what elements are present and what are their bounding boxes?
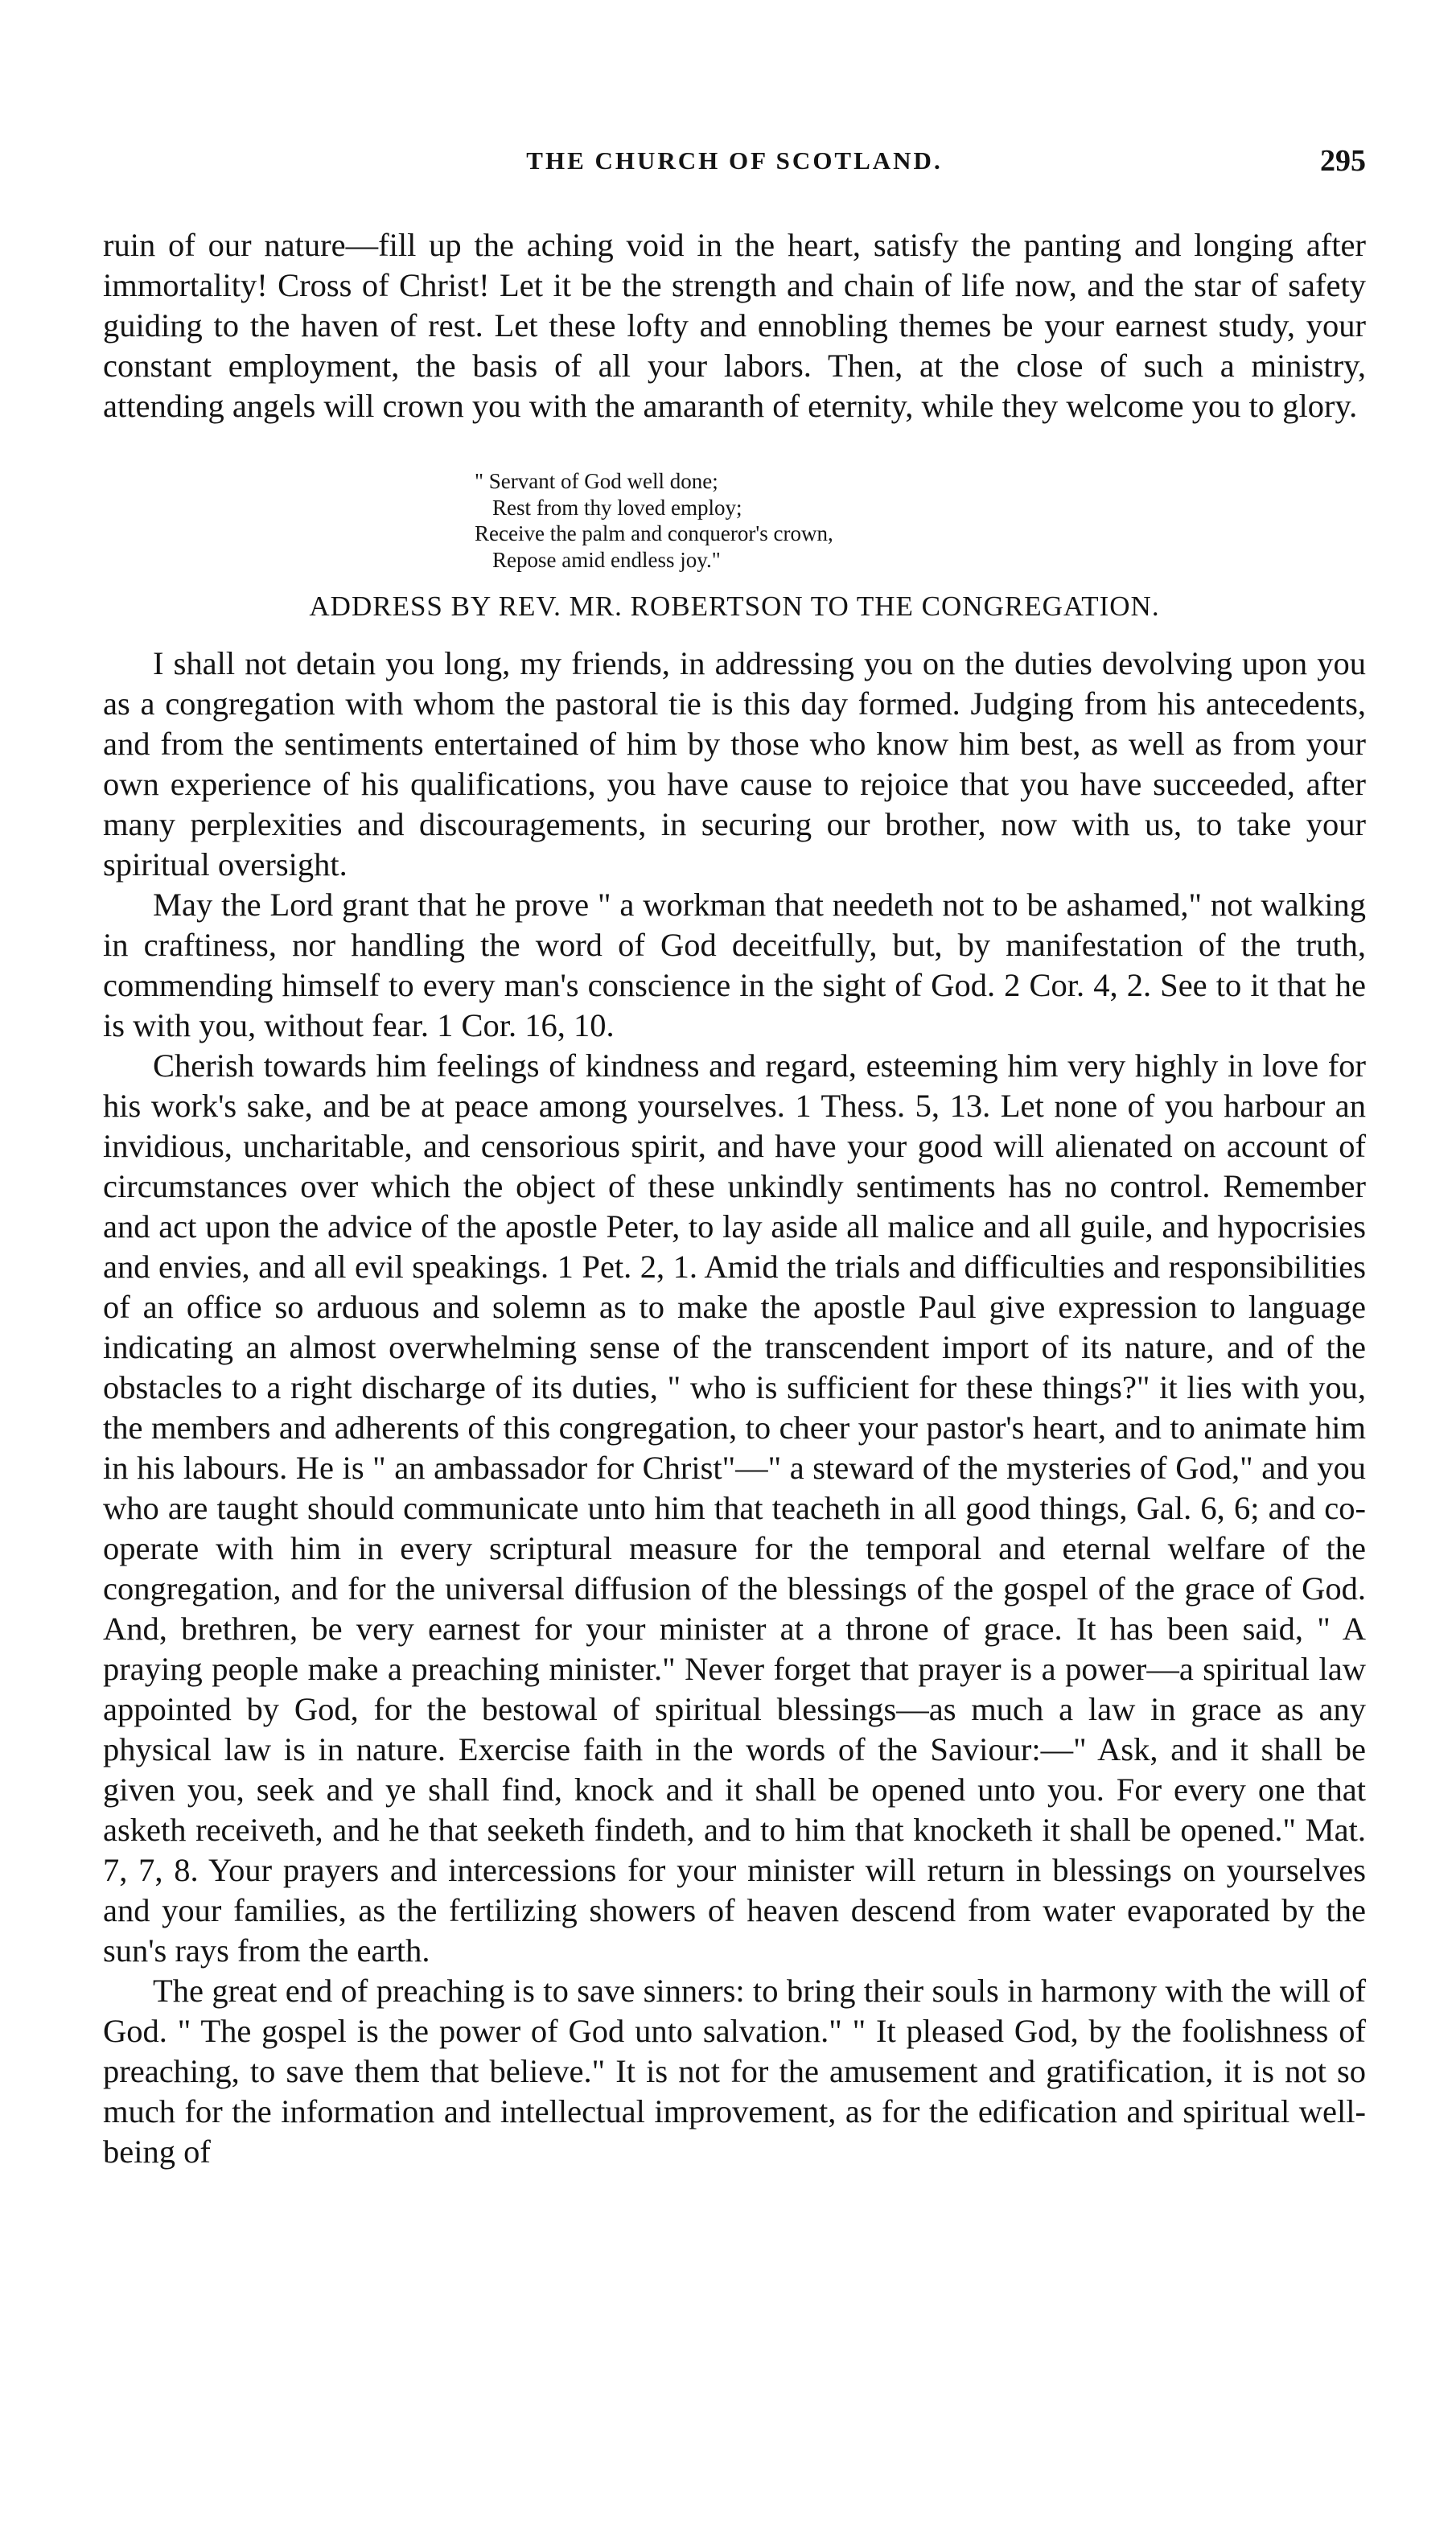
address-body bbox=[103, 644, 1366, 2172]
page-number: 295 bbox=[1320, 144, 1366, 178]
body-paragraph: I shall not detain you long, my friends, in addressing you on the duties devolving upon you as a congregation with whom the pastoral tie is this day formed. Judging from his antecedents, and from the sentiments entertained of him by those who know him best, as well as from your own experience of his qualifications, you have cause to rejoice that you have succeeded, after many perplexities and discouragements, in securing our brother, now with us, to take your spiritual oversight. bbox=[103, 645, 1366, 883]
body-paragraph: May the Lord grant that he prove " a workman that needeth not to be ashamed," not walking in craftiness, nor handling the word of God deceitfully, but, by manifestation of the truth, commending himself to every man's conscience in the sight of God. 2 Cor. 4, 2. See to it that he is with you, without fear. 1 Cor. 16, 10. bbox=[103, 887, 1366, 1043]
poem-line: Receive the palm and conqueror's crown, bbox=[475, 521, 833, 545]
body-paragraph: The great end of preaching is to save sinners: to bring their souls in harmony with the will of God. " The gospel is the power of God unto salvation." " It pleased God, by the foolishness of preaching, to save them that believe." It is not for the amusement and gratification, it is not so much for the information and intellectual improvement, as for the edification and spiritual well-being of bbox=[103, 1973, 1366, 2170]
opening-paragraph-block bbox=[103, 225, 1366, 426]
page-header bbox=[103, 146, 1366, 187]
running-title: THE CHURCH OF SCOTLAND. bbox=[526, 146, 943, 175]
opening-paragraph: ruin of our nature—fill up the aching void in the heart, satisfy the panting and longing after immortality! Cross of Christ! Let it be the strength and chain of life now, and the star of safety guiding to the haven of rest. Let these lofty and ennobling themes be your earnest study, your constant employment, the basis of all your labors. Then, at the close of such a ministry, attending angels will crown you with the amaranth of eternity, while they welcome you to glory. bbox=[103, 227, 1366, 424]
poem-line: Rest from thy loved employ; bbox=[492, 495, 742, 520]
body-paragraph: Cherish towards him feelings of kindness and regard, esteeming him very highly in love for his work's sake, and be at peace among yourselves. 1 Thess. 5, 13. Let none of you harbour an invidious, uncharitable, and censorious spirit, and have your good will alienated on account of circumstances over which the object of these unkindly sentiments has no control. Remember and act upon the advice of the apostle Peter, to lay aside all malice and all guile, and hypocrisies and envies, and all evil speakings. 1 Pet. 2, 1. Amid the trials and difficulties and responsibilities of an office so arduous and solemn as to make the apostle Paul give expression to language indicating an almost overwhelming sense of the transcendent import of its nature, and of the obstacles to a right discharge of its duties, " who is sufficient for these things?" it lies with you, the members and adherents of this congregation, to cheer your pastor's heart, and to animate him in his labours. He is " an ambassador for Christ"—" a steward of the mysteries of God," and you who are taught should communicate unto him that teacheth in all good things, Gal. 6, 6; and co-operate with him in every scriptural measure for the temporal and eternal welfare of the congregation, and for the universal diffusion of the blessings of the gospel of the grace of God. And, brethren, be very earnest for your minister at a throne of grace. It has been said, " A praying people make a preaching minister." Never forget that prayer is a power—a spiritual law appointed by God, for the bestowal of spiritual blessings—as much a law in grace as any physical law is in nature. Exercise faith in the words of the Saviour:—" Ask, and it shall be given you, seek and ye shall find, knock and it shall be opened unto you. For every one that asketh receiveth, and he that seeketh findeth, and to him that knocketh it shall be opened." Mat. 7, 7, 8. Your prayers and intercessions for your minister will return in blessings on yourselves and your families, as the fertilizing showers of heaven descend from water evaporated by the sun's rays from the earth. bbox=[103, 1047, 1366, 1969]
poem-line: Repose amid endless joy." bbox=[492, 547, 721, 572]
poem-quote bbox=[475, 468, 833, 573]
section-heading: ADDRESS BY REV. MR. ROBERTSON TO THE CONGREGATION. bbox=[309, 590, 1160, 622]
poem-line: " Servant of God well done; bbox=[475, 469, 718, 493]
